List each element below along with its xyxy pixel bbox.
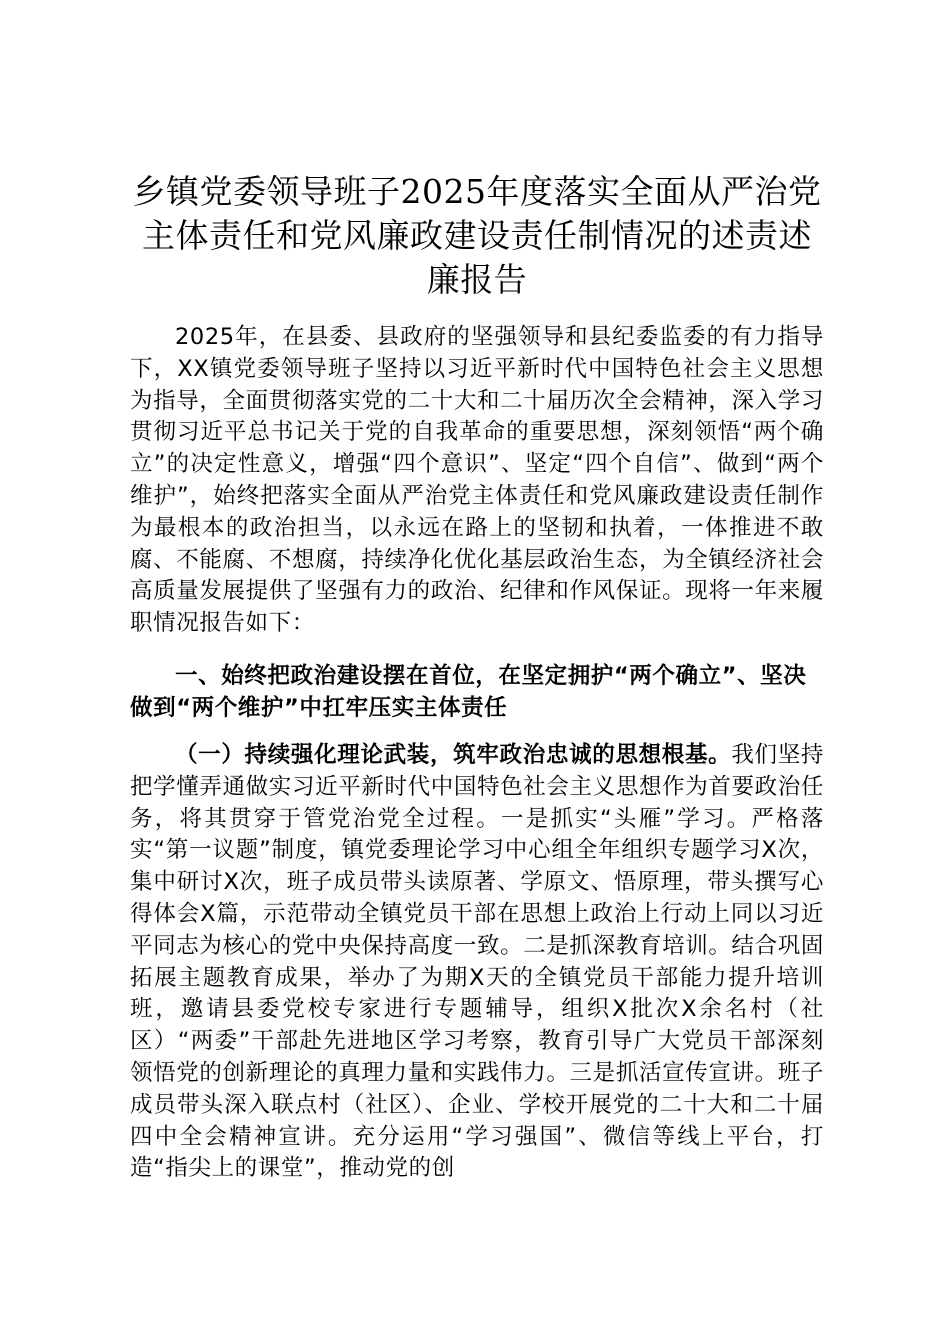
- document-page: [130, 170, 824, 1185]
- section-1-heading: 一、始终把政治建设摆在首位，在坚定拥护“两个确立”、坚决做到“两个维护”中扛牢压实主体责任: [130, 662, 807, 721]
- document-title: 乡镇党委领导班子2025年度落实全面从严治党主体责任和党风廉政建设责任制情况的述责述廉报告: [132, 172, 822, 299]
- subsection-1-body: 我们坚持把学懂弄通做实习近平新时代中国特色社会主义思想作为首要政治任务，将其贯穿于管党治党全过程。一是抓实“头雁”学习。严格落实“第一议题”制度，镇党委理论学习中心组全年组织专题学习X次，集中研讨X次，班子成员带头读原著、学原文、悟原理，带头撰写心得体会X篇，示范带动全镇党员干部在思想上政治上行动上同以习近平同志为核心的党中央保持高度一致。二是抓深教育培训。结合巩固拓展主题教育成果，举办了为期X天的全镇党员干部能力提升培训班，邀请县委党校专家进行专题辅导，组织X批次X余名村（社区）“两委”干部赴先进地区学习考察，教育引导广大党员干部深刻领悟党的创新理论的真理力量和实践伟力。三是抓活宣传宣讲。班子成员带头深入联点村（社区）、企业、学校开展党的二十大和二十届四中全会精神宣讲。充分运用“学习强国”、微信等线上平台，打造“指尖上的课堂”，推动党的创: [130, 741, 825, 1182]
- subsection-1-heading: （一）持续强化理论武装，筑牢政治忠诚的思想根基。: [175, 741, 732, 768]
- subsection-1-paragraph: [130, 740, 824, 1185]
- intro-paragraph: 2025年，在县委、县政府的坚强领导和县纪委监委的有力指导下，XX镇党委领导班子坚持以习近平新时代中国特色社会主义思想为指导，全面贯彻落实党的二十大和二十届历次全会精神，深入学习贯彻习近平总书记关于党的自我革命的重要思想，深刻领悟“两个确立”的决定性意义，增强“四个意识”、坚定“四个自信”、做到“两个维护”，始终把落实全面从严治党主体责任和党风廉政建设责任制作为最根本的政治担当，以永远在路上的坚韧和执着，一体推进不敢腐、不能腐、不想腐，持续净化优化基层政治生态，为全镇经济社会高质量发展提供了坚强有力的政治、纪律和作风保证。现将一年来履职情况报告如下：: [130, 324, 824, 637]
